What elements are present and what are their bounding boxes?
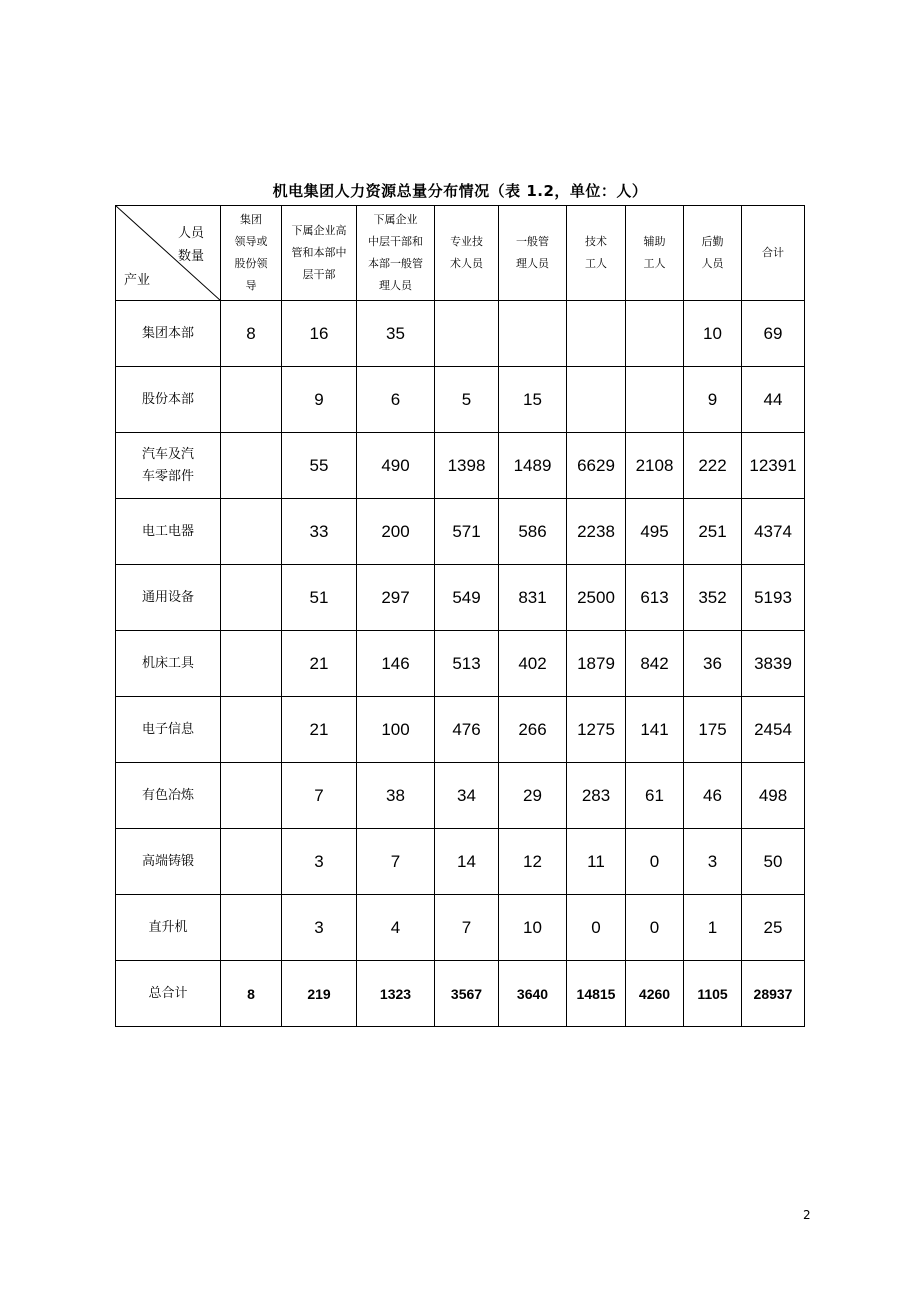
- table-cell: [221, 631, 282, 697]
- table-cell: [221, 763, 282, 829]
- table-cell: 33: [282, 499, 357, 565]
- table-cell: [221, 367, 282, 433]
- column-header-line: 后勤: [701, 235, 724, 248]
- table-cell: 476: [435, 697, 499, 763]
- row-label-cell: [116, 631, 221, 697]
- row-label: 车零部件: [141, 468, 194, 484]
- row-label: 机床工具: [141, 655, 194, 671]
- table-cell: 44: [742, 367, 805, 433]
- table-row: [116, 301, 805, 367]
- row-label-cell: [116, 961, 221, 1027]
- table-cell: 1489: [499, 433, 567, 499]
- header-row: [116, 206, 805, 301]
- table-cell: [221, 829, 282, 895]
- table-cell: 51: [282, 565, 357, 631]
- total-row: [116, 961, 805, 1027]
- hr-distribution-table: [115, 205, 805, 1027]
- table-cell: 352: [684, 565, 742, 631]
- row-label: 直升机: [148, 919, 188, 935]
- table-cell: 8: [221, 961, 282, 1027]
- table-cell: 1879: [567, 631, 626, 697]
- table-cell: 3640: [499, 961, 567, 1027]
- corner-label-industry: 产业: [124, 273, 151, 288]
- column-header: [282, 206, 357, 301]
- table-cell: 2108: [626, 433, 684, 499]
- table-cell: 6629: [567, 433, 626, 499]
- corner-label-personnel: 人员: [177, 226, 204, 241]
- row-label-cell: [116, 367, 221, 433]
- column-header-line: 术人员: [450, 257, 483, 270]
- table-cell: 1105: [684, 961, 742, 1027]
- table-cell: 498: [742, 763, 805, 829]
- column-header-line: 下属企业: [373, 213, 418, 226]
- table-cell: [221, 697, 282, 763]
- table-cell: 69: [742, 301, 805, 367]
- table-cell: 3: [684, 829, 742, 895]
- column-header: [221, 206, 282, 301]
- column-header: [357, 206, 435, 301]
- table-cell: 4260: [626, 961, 684, 1027]
- table-cell: 613: [626, 565, 684, 631]
- row-label: 高端铸锻: [141, 853, 194, 869]
- table-cell: 4374: [742, 499, 805, 565]
- row-label: 电工电器: [141, 523, 194, 539]
- table-cell: 36: [684, 631, 742, 697]
- table-cell: 0: [567, 895, 626, 961]
- table-cell: 490: [357, 433, 435, 499]
- table-cell: 61: [626, 763, 684, 829]
- table-cell: 495: [626, 499, 684, 565]
- table-cell: [221, 895, 282, 961]
- table-cell: 14: [435, 829, 499, 895]
- column-header-line: 领导或: [234, 235, 268, 248]
- table-row: [116, 763, 805, 829]
- column-header-line: 下属企业高: [291, 224, 347, 237]
- table-cell: 55: [282, 433, 357, 499]
- table-cell: 2500: [567, 565, 626, 631]
- row-label-cell: [116, 829, 221, 895]
- column-header-line: 中层干部和: [368, 235, 423, 248]
- table-cell: 586: [499, 499, 567, 565]
- table-cell: [221, 565, 282, 631]
- table-row: [116, 829, 805, 895]
- table-cell: 7: [282, 763, 357, 829]
- table-cell: 25: [742, 895, 805, 961]
- table-row: [116, 631, 805, 697]
- row-label: 总合计: [148, 985, 188, 1001]
- table-cell: 12: [499, 829, 567, 895]
- table-cell: 7: [435, 895, 499, 961]
- table-cell: 283: [567, 763, 626, 829]
- column-header-line: 工人: [585, 257, 607, 270]
- table-cell: 4: [357, 895, 435, 961]
- table-cell: 549: [435, 565, 499, 631]
- table-row: [116, 895, 805, 961]
- column-header-line: 理人员: [516, 257, 549, 270]
- table-cell: 35: [357, 301, 435, 367]
- column-header: [742, 206, 805, 301]
- table-row: [116, 433, 805, 499]
- table-cell: 6: [357, 367, 435, 433]
- table-cell: [221, 433, 282, 499]
- table-cell: 10: [499, 895, 567, 961]
- table-cell: 11: [567, 829, 626, 895]
- table-cell: 402: [499, 631, 567, 697]
- column-header-line: 专业技: [450, 235, 483, 248]
- table-cell: 100: [357, 697, 435, 763]
- table-cell: 10: [684, 301, 742, 367]
- row-label: 通用设备: [141, 589, 194, 605]
- table-cell: 0: [626, 895, 684, 961]
- table-cell: 297: [357, 565, 435, 631]
- table-cell: 266: [499, 697, 567, 763]
- row-label-cell: [116, 499, 221, 565]
- table-cell: 3567: [435, 961, 499, 1027]
- table-cell: 3839: [742, 631, 805, 697]
- table-cell: 175: [684, 697, 742, 763]
- table-cell: 16: [282, 301, 357, 367]
- row-label-cell: [116, 697, 221, 763]
- table-cell: [221, 499, 282, 565]
- table-cell: 513: [435, 631, 499, 697]
- page-number: 2: [803, 1208, 811, 1222]
- table-cell: 21: [282, 697, 357, 763]
- table-cell: 2454: [742, 697, 805, 763]
- row-label: 集团本部: [141, 325, 194, 341]
- table-cell: [499, 301, 567, 367]
- column-header-line: 工人: [643, 257, 666, 270]
- table-cell: 2238: [567, 499, 626, 565]
- table-cell: 0: [626, 829, 684, 895]
- table-cell: 46: [684, 763, 742, 829]
- column-header: [626, 206, 684, 301]
- column-header-line: 辅助: [643, 235, 666, 248]
- corner-label-quantity: 数量: [177, 249, 204, 264]
- column-header: [499, 206, 567, 301]
- table-cell: 14815: [567, 961, 626, 1027]
- table-cell: 9: [684, 367, 742, 433]
- table-row: [116, 499, 805, 565]
- table-cell: 1275: [567, 697, 626, 763]
- table-cell: 8: [221, 301, 282, 367]
- table-cell: 12391: [742, 433, 805, 499]
- table-cell: 571: [435, 499, 499, 565]
- column-header-line: 本部一般管: [368, 257, 423, 270]
- table-row: [116, 367, 805, 433]
- column-header-line: 管和本部中: [291, 246, 347, 259]
- table-cell: 5193: [742, 565, 805, 631]
- row-label-cell: [116, 763, 221, 829]
- row-label: 汽车及汽: [141, 446, 194, 462]
- row-label: 股份本部: [141, 391, 194, 407]
- column-header-line: 合计: [762, 246, 784, 259]
- table-cell: 200: [357, 499, 435, 565]
- table-cell: 50: [742, 829, 805, 895]
- table-cell: [435, 301, 499, 367]
- table-row: [116, 697, 805, 763]
- corner-header-cell: [116, 206, 221, 301]
- table-cell: 842: [626, 631, 684, 697]
- table-cell: 1398: [435, 433, 499, 499]
- table-cell: 219: [282, 961, 357, 1027]
- table-cell: 3: [282, 829, 357, 895]
- table-row: [116, 565, 805, 631]
- column-header: [684, 206, 742, 301]
- table-cell: 141: [626, 697, 684, 763]
- table-cell: [567, 301, 626, 367]
- table-cell: 9: [282, 367, 357, 433]
- table-cell: 34: [435, 763, 499, 829]
- column-header: [567, 206, 626, 301]
- column-header-line: 股份领: [234, 257, 268, 270]
- table-cell: 28937: [742, 961, 805, 1027]
- table-cell: 21: [282, 631, 357, 697]
- table-cell: 3: [282, 895, 357, 961]
- column-header-line: 人员: [701, 257, 724, 270]
- row-label: 电子信息: [141, 721, 194, 737]
- row-label-cell: [116, 433, 221, 499]
- row-label-cell: [116, 565, 221, 631]
- table-cell: [626, 301, 684, 367]
- table-title: 机电集团人力资源总量分布情况（表 1.2，单位：人）: [272, 182, 648, 200]
- table-cell: 7: [357, 829, 435, 895]
- row-label-cell: [116, 895, 221, 961]
- row-label: 有色冶炼: [141, 787, 194, 803]
- table-cell: 5: [435, 367, 499, 433]
- table-cell: 146: [357, 631, 435, 697]
- column-header: [435, 206, 499, 301]
- column-header-line: 层干部: [302, 268, 336, 281]
- column-header-line: 理人员: [379, 279, 412, 292]
- column-header-line: 一般管: [516, 235, 549, 248]
- table-cell: 831: [499, 565, 567, 631]
- column-header-line: 技术: [585, 235, 607, 248]
- table-body: [116, 301, 805, 1027]
- table-cell: 15: [499, 367, 567, 433]
- table-cell: 1323: [357, 961, 435, 1027]
- table-cell: 222: [684, 433, 742, 499]
- table-cell: 251: [684, 499, 742, 565]
- table-cell: [626, 367, 684, 433]
- row-label-cell: [116, 301, 221, 367]
- table-cell: 1: [684, 895, 742, 961]
- table-cell: [567, 367, 626, 433]
- table-cell: 29: [499, 763, 567, 829]
- table-cell: 38: [357, 763, 435, 829]
- column-header-line: 导: [245, 279, 257, 292]
- column-header-line: 集团: [240, 213, 262, 226]
